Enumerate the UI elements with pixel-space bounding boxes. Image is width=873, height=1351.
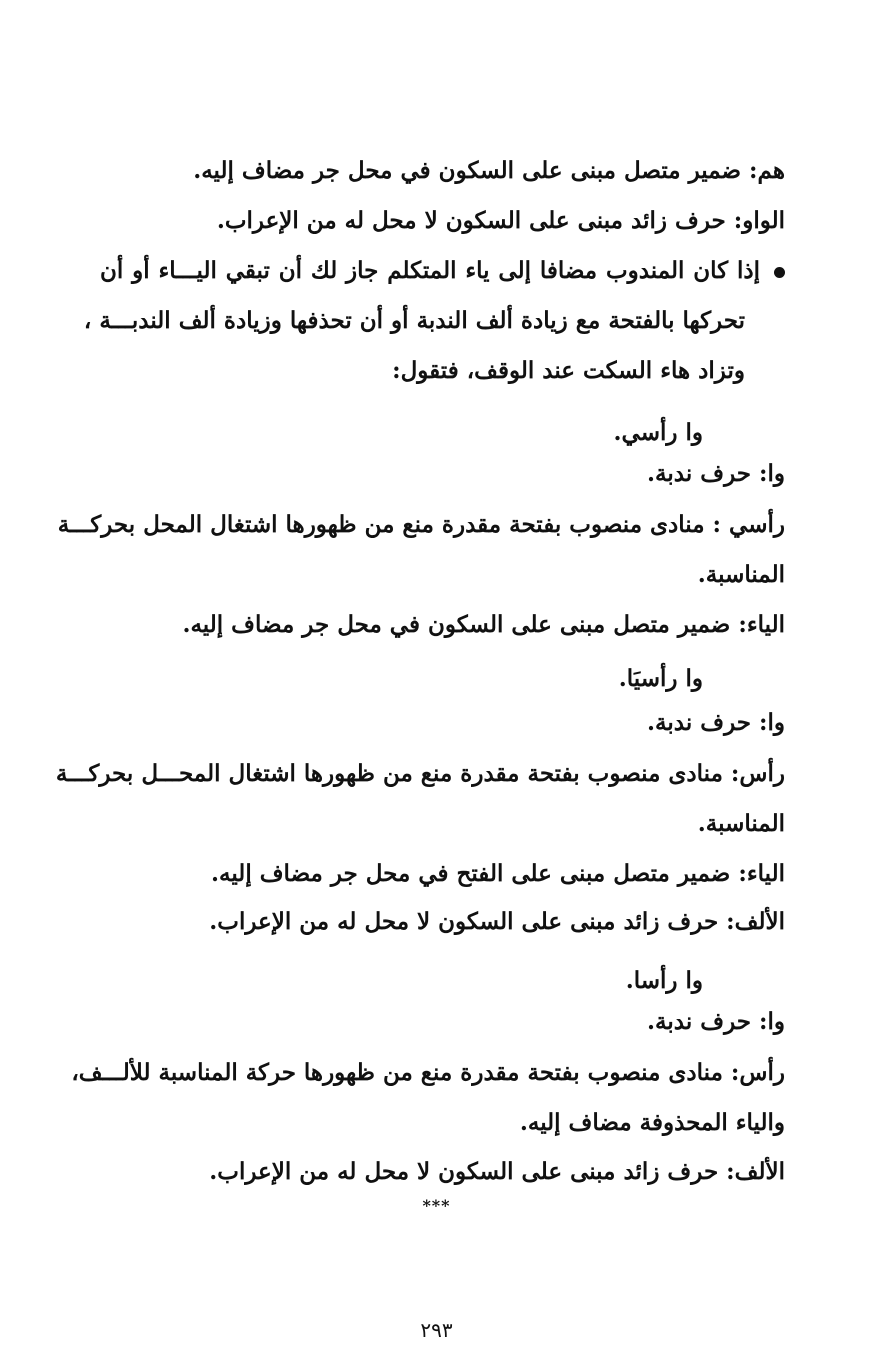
section-separator: ***: [422, 1196, 451, 1215]
text-line: الياء: ضمير متصل مبنى على الفتح في محل جر مضاف إليه.: [211, 860, 785, 887]
example-line: وا رأسي.: [613, 419, 703, 446]
example-line: وا رأسيَا.: [618, 665, 703, 692]
bullet-line: [100, 254, 785, 288]
text-line: المناسبة.: [697, 561, 785, 588]
page-number: ٢٩٣: [420, 1318, 453, 1342]
text-line: والياء المحذوفة مضاف إليه.: [519, 1109, 785, 1136]
text-line: وا: حرف ندبة.: [647, 460, 785, 487]
text-line: الياء: ضمير متصل مبنى على السكون في محل جر مضاف إليه.: [182, 611, 785, 638]
text-line: الألف: حرف زائد مبنى على السكون لا محل له من الإعراب.: [209, 1158, 785, 1185]
text-line: رأس: منادى منصوب بفتحة مقدرة منع من ظهورها اشتغال المحـــل بحركـــة: [55, 760, 785, 787]
text-line: الألف: حرف زائد مبنى على السكون لا محل له من الإعراب.: [209, 908, 785, 935]
text-line: رأس: منادى منصوب بفتحة مقدرة منع من ظهورها حركة المناسبة للألـــف،: [71, 1059, 785, 1086]
text-line: وا: حرف ندبة.: [647, 709, 785, 736]
text-line: تحركها بالفتحة مع زيادة ألف الندبة أو أن تحذفها وزيادة ألف الندبـــة ،: [83, 307, 745, 334]
text-line: إذا كان المندوب مضافا إلى ياء المتكلم جاز لك أن تبقي اليـــاء أو أن: [100, 257, 760, 284]
text-line: وتزاد هاء السكت عند الوقف، فتقول:: [392, 357, 745, 384]
bullet-icon: [774, 267, 785, 278]
example-line: وا رأسا.: [625, 967, 703, 994]
text-line: هم: ضمير متصل مبنى على السكون في محل جر مضاف إليه.: [193, 157, 785, 184]
text-line: رأسي : منادى منصوب بفتحة مقدرة منع من ظهورها اشتغال المحل بحركـــة: [57, 511, 785, 538]
text-line: الواو: حرف زائد مبنى على السكون لا محل له من الإعراب.: [216, 207, 785, 234]
text-line: وا: حرف ندبة.: [647, 1008, 785, 1035]
text-line: المناسبة.: [697, 810, 785, 837]
